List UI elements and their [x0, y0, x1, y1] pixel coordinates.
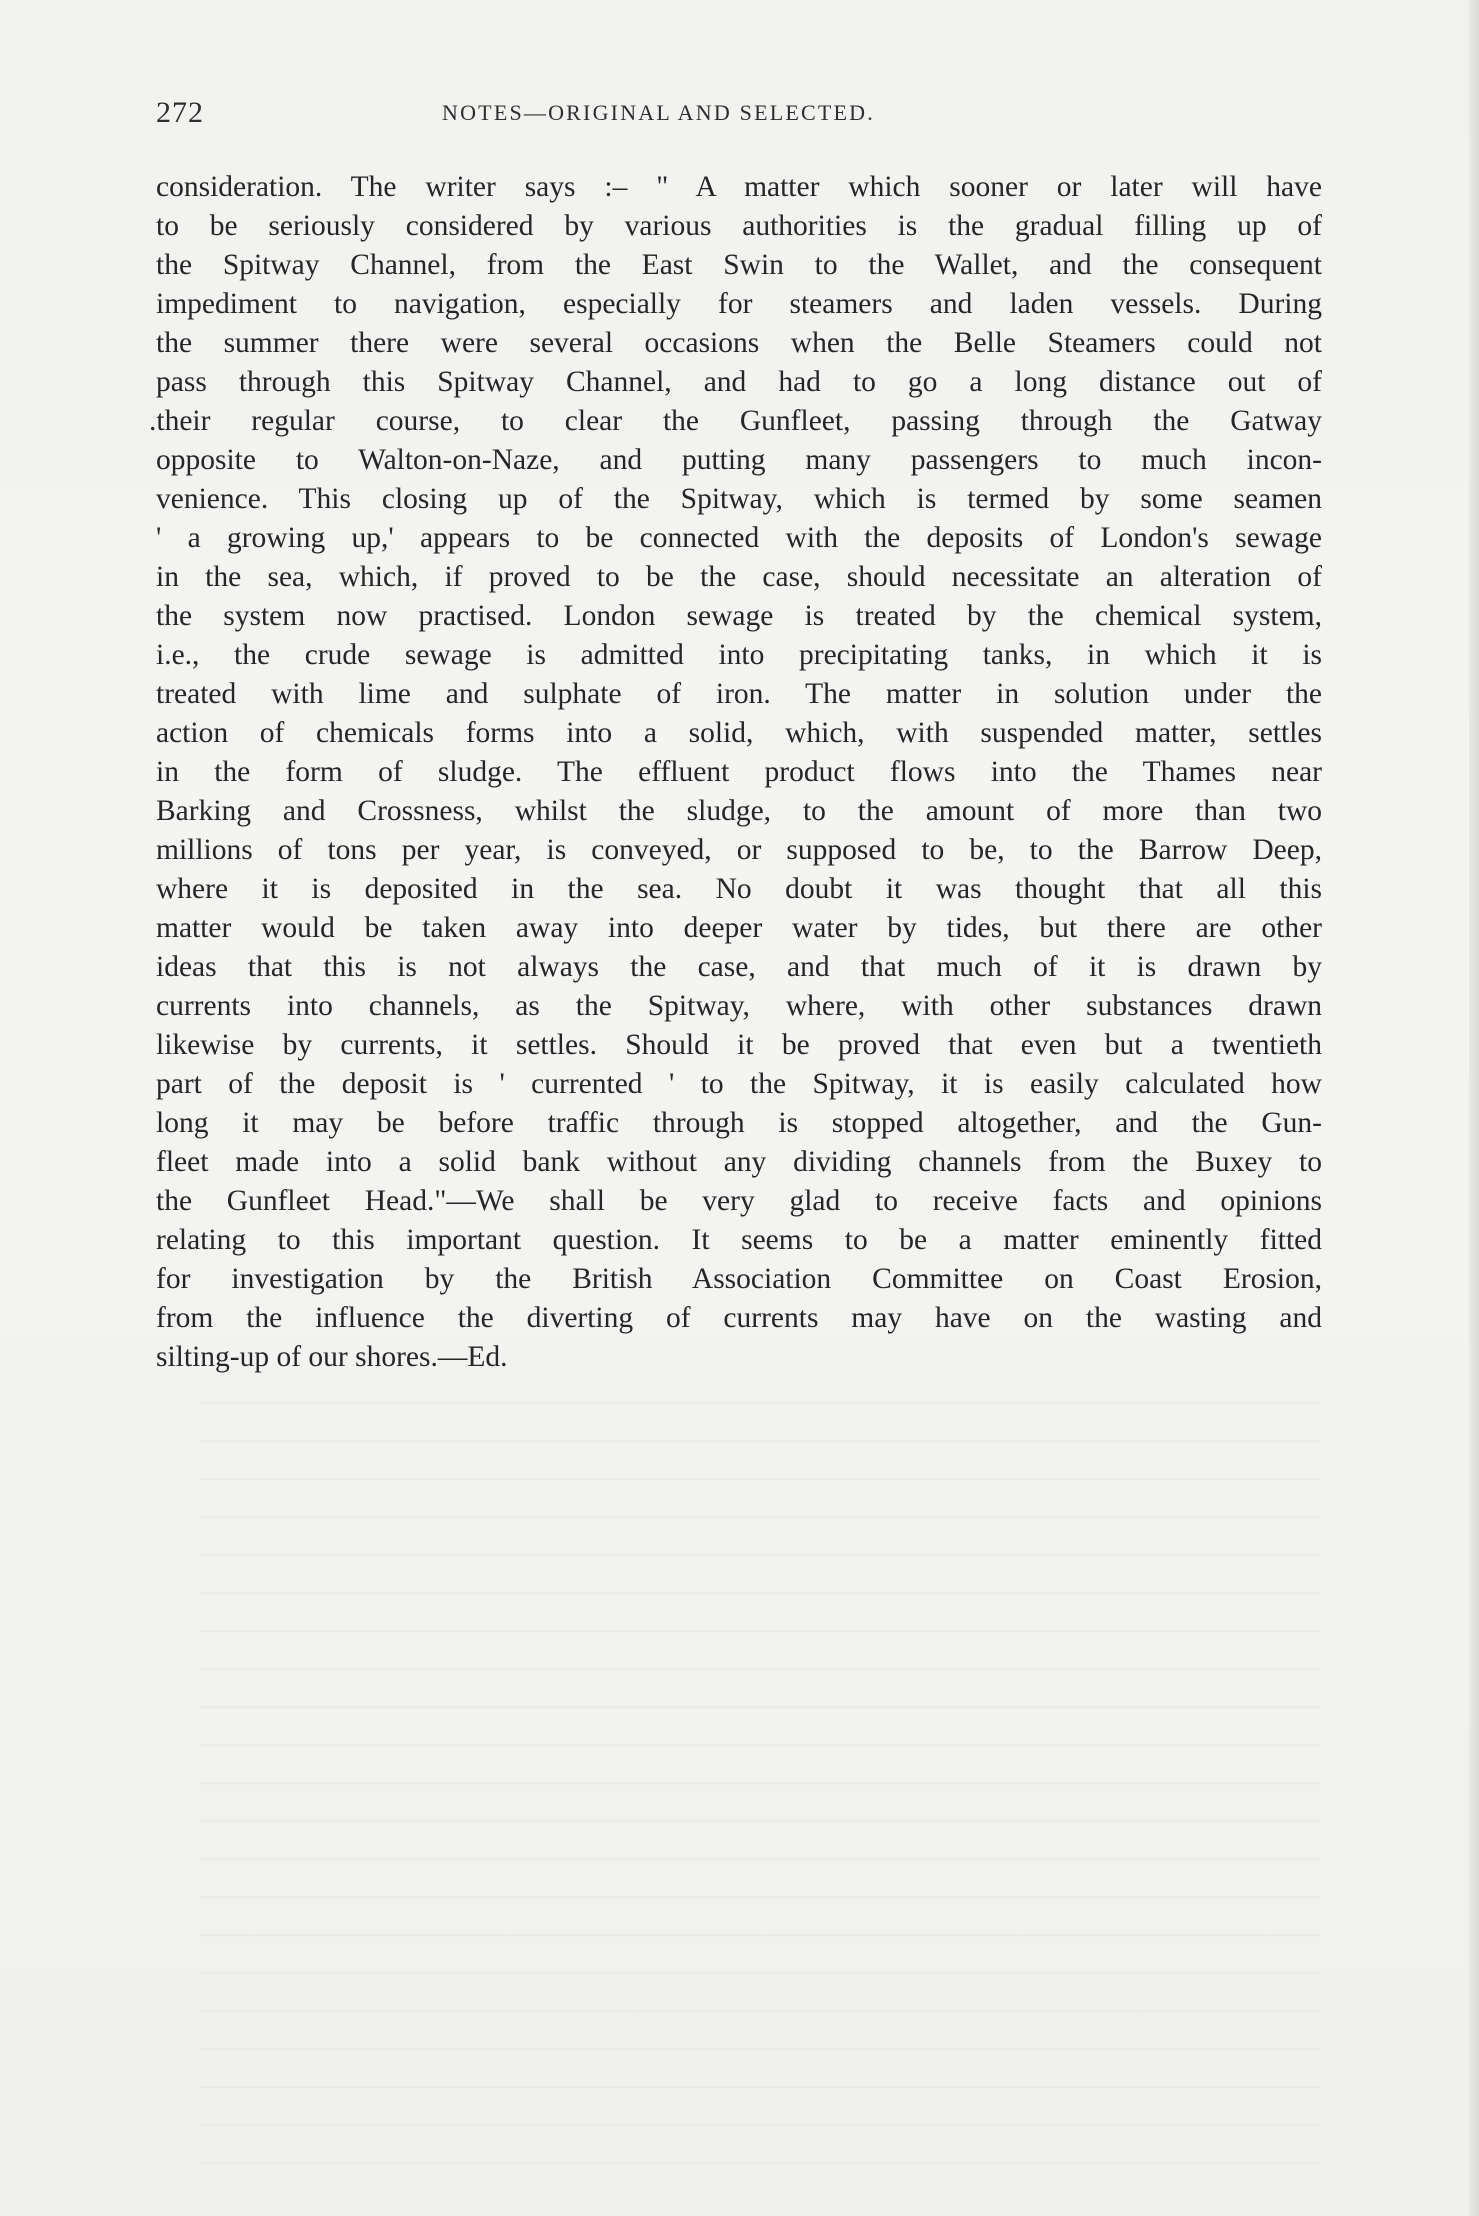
text-line: where it is deposited in the sea. No doubt it was thought that all this: [156, 873, 1322, 905]
text-line: the summer there were several occasions when the Belle Steamers could not: [156, 327, 1322, 359]
text-line: the system now practised. London sewage is treated by the chemical system,: [156, 600, 1322, 632]
text-line-last: silting-up of our shores.—Ed.: [156, 1341, 508, 1373]
text-line: currents into channels, as the Spitway, where, with other substances drawn: [156, 990, 1322, 1022]
text-line: treated with lime and sulphate of iron. The matter in solution under the: [156, 678, 1322, 710]
text-line: .their regular course, to clear the Gunfleet, passing through the Gatway: [149, 405, 1322, 437]
text-line: i.e., the crude sewage is admitted into precipitating tanks, in which it is: [156, 639, 1322, 671]
text-line: from the influence the diverting of currents may have on the wasting and: [156, 1302, 1322, 1334]
text-line: opposite to Walton-on-Naze, and putting many passengers to much incon-: [156, 444, 1322, 476]
text-line: long it may be before traffic through is stopped altogether, and the Gun-: [156, 1107, 1322, 1139]
text-line: the Spitway Channel, from the East Swin to the Wallet, and the consequent: [156, 249, 1322, 281]
text-line: for investigation by the British Association Committee on Coast Erosion,: [156, 1263, 1322, 1295]
text-line: matter would be taken away into deeper water by tides, but there are other: [156, 912, 1322, 944]
page-header: [156, 96, 1322, 136]
text-line: venience. This closing up of the Spitway, which is termed by some seamen: [156, 483, 1322, 515]
text-line: part of the deposit is ' currented ' to the Spitway, it is easily calculated how: [156, 1068, 1322, 1100]
text-line: ' a growing up,' appears to be connected with the deposits of London's sewage: [156, 522, 1322, 554]
bleed-through-texture: [200, 1380, 1320, 2180]
text-line: in the sea, which, if proved to be the case, should necessitate an alteration of: [156, 561, 1322, 593]
text-line: Barking and Crossness, whilst the sludge, to the amount of more than two: [156, 795, 1322, 827]
text-line: relating to this important question. It seems to be a matter eminently fitted: [156, 1224, 1322, 1256]
text-line: fleet made into a solid bank without any dividing channels from the Buxey to: [156, 1146, 1322, 1178]
text-line: the Gunfleet Head."—We shall be very glad to receive facts and opinions: [156, 1185, 1322, 1217]
text-line: impediment to navigation, especially for steamers and laden vessels. During: [156, 288, 1322, 320]
text-line: consideration. The writer says :– " A matter which sooner or later will have: [156, 171, 1322, 203]
body-paragraph: [149, 168, 1322, 1377]
running-head: NOTES—ORIGINAL AND SELECTED.: [442, 100, 875, 125]
text-line: likewise by currents, it settles. Should it be proved that even but a twentieth: [156, 1029, 1322, 1061]
text-line: to be seriously considered by various authorities is the gradual filling up of: [156, 210, 1322, 242]
page-edge-shadow: [1469, 0, 1479, 2216]
text-line: ideas that this is not always the case, and that much of it is drawn by: [156, 951, 1322, 983]
text-line: millions of tons per year, is conveyed, or supposed to be, to the Barrow Deep,: [156, 834, 1322, 866]
text-line: action of chemicals forms into a solid, which, with suspended matter, settles: [156, 717, 1322, 749]
text-line: pass through this Spitway Channel, and had to go a long distance out of: [156, 366, 1322, 398]
text-line: in the form of sludge. The effluent product flows into the Thames near: [156, 756, 1322, 788]
page-number: 272: [156, 96, 204, 129]
